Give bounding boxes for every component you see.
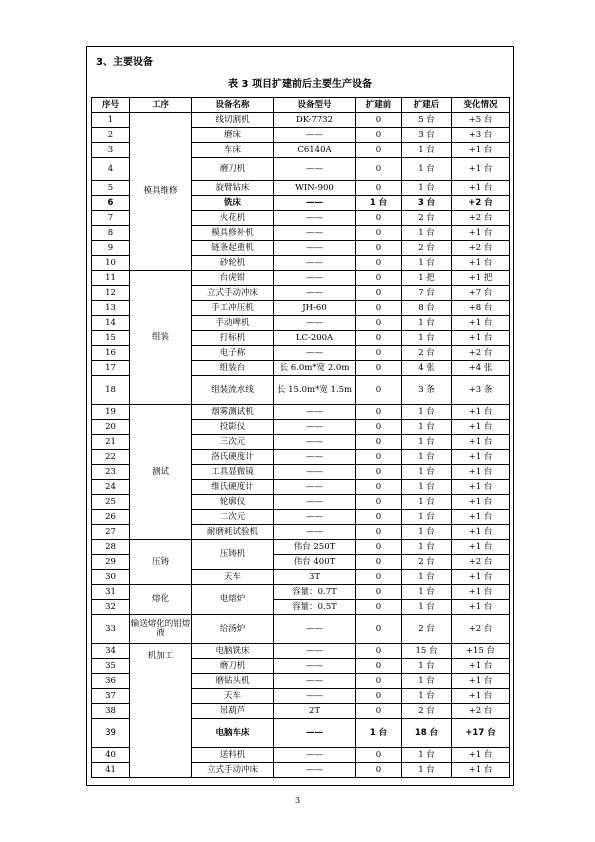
cell-model: —— [274, 659, 356, 674]
cell-name: 工具显微镜 [192, 465, 274, 480]
cell-change: +1 台 [452, 143, 510, 158]
cell-model: —— [274, 435, 356, 450]
cell-change: +1 台 [452, 763, 510, 778]
cell-process: 机加工 [130, 644, 192, 778]
cell-before: 1 台 [356, 719, 402, 748]
cell-change: +2 台 [452, 346, 510, 361]
cell-before: 0 [356, 465, 402, 480]
cell-name: 轮廓仪 [192, 495, 274, 510]
cell-no: 22 [92, 450, 130, 465]
cell-name: 二次元 [192, 510, 274, 525]
cell-model: 2T [274, 704, 356, 719]
cell-after: 1 台 [402, 659, 452, 674]
cell-name: 烟雾测试机 [192, 405, 274, 420]
cell-after: 3 台 [402, 196, 452, 211]
cell-no: 16 [92, 346, 130, 361]
cell-change: +1 台 [452, 659, 510, 674]
cell-no: 31 [92, 585, 130, 600]
cell-change: +1 台 [452, 674, 510, 689]
cell-after: 5 台 [402, 113, 452, 128]
cell-change: +1 台 [452, 316, 510, 331]
cell-after: 1 台 [402, 256, 452, 271]
cell-before: 0 [356, 286, 402, 301]
table-row [92, 113, 510, 128]
cell-no: 5 [92, 181, 130, 196]
cell-model: —— [274, 615, 356, 644]
cell-name: 磨刀机 [192, 659, 274, 674]
cell-before: 0 [356, 128, 402, 143]
cell-name: 送料机 [192, 748, 274, 763]
cell-before: 0 [356, 555, 402, 570]
cell-before: 0 [356, 346, 402, 361]
cell-after: 18 台 [402, 719, 452, 748]
cell-no: 17 [92, 361, 130, 376]
cell-no: 2 [92, 128, 130, 143]
cell-no: 1 [92, 113, 130, 128]
cell-change: +3 条 [452, 376, 510, 405]
cell-after: 1 台 [402, 465, 452, 480]
cell-no: 38 [92, 704, 130, 719]
cell-no: 34 [92, 644, 130, 659]
cell-model: C6140A [274, 143, 356, 158]
cell-no: 25 [92, 495, 130, 510]
cell-model: —— [274, 644, 356, 659]
cell-after: 1 台 [402, 226, 452, 241]
cell-before: 0 [356, 435, 402, 450]
cell-model: —— [274, 450, 356, 465]
cell-name: 电脑铣床 [192, 644, 274, 659]
cell-change: +5 台 [452, 113, 510, 128]
cell-model: —— [274, 420, 356, 435]
cell-change: +1 台 [452, 465, 510, 480]
cell-after: 1 台 [402, 763, 452, 778]
cell-name: 维氏硬度计 [192, 480, 274, 495]
cell-name: 手工冲压机 [192, 301, 274, 316]
cell-change: +15 台 [452, 644, 510, 659]
table-row [92, 540, 510, 555]
header-model: 设备型号 [274, 98, 356, 113]
cell-before: 0 [356, 615, 402, 644]
header-process: 工序 [130, 98, 192, 113]
cell-change: +3 台 [452, 128, 510, 143]
cell-model: —— [274, 128, 356, 143]
cell-change: +1 把 [452, 271, 510, 286]
cell-no: 29 [92, 555, 130, 570]
cell-after: 2 台 [402, 346, 452, 361]
cell-no: 39 [92, 719, 130, 748]
cell-no: 13 [92, 301, 130, 316]
cell-before: 0 [356, 659, 402, 674]
cell-after: 8 台 [402, 301, 452, 316]
cell-model: —— [274, 271, 356, 286]
cell-no: 26 [92, 510, 130, 525]
cell-after: 2 台 [402, 211, 452, 226]
cell-after: 1 台 [402, 495, 452, 510]
cell-model: —— [274, 689, 356, 704]
cell-change: +1 台 [452, 331, 510, 346]
cell-before: 0 [356, 570, 402, 585]
cell-model: —— [274, 495, 356, 510]
cell-no: 21 [92, 435, 130, 450]
cell-change: +1 台 [452, 600, 510, 615]
cell-before: 0 [356, 585, 402, 600]
cell-before: 0 [356, 143, 402, 158]
cell-change: +1 台 [452, 585, 510, 600]
cell-after: 1 台 [402, 570, 452, 585]
cell-after: 2 台 [402, 704, 452, 719]
cell-name: 磨钻头机 [192, 674, 274, 689]
cell-name: 手动啤机 [192, 316, 274, 331]
cell-name: 磨床 [192, 128, 274, 143]
table-row [92, 405, 510, 420]
cell-no: 3 [92, 143, 130, 158]
cell-model: LC-200A [274, 331, 356, 346]
cell-no: 30 [92, 570, 130, 585]
cell-model: —— [274, 719, 356, 748]
cell-name: 电熔炉 [192, 585, 274, 615]
cell-no: 32 [92, 600, 130, 615]
cell-model: —— [274, 465, 356, 480]
cell-after: 2 台 [402, 615, 452, 644]
cell-before: 0 [356, 256, 402, 271]
cell-after: 1 把 [402, 271, 452, 286]
cell-change: +1 台 [452, 256, 510, 271]
cell-change: +2 台 [452, 241, 510, 256]
cell-process: 压铸 [130, 540, 192, 585]
cell-name: 链条起重机 [192, 241, 274, 256]
cell-process: 输送熔化的铝熔液 [130, 615, 192, 644]
cell-before: 0 [356, 450, 402, 465]
table-row [92, 585, 510, 600]
cell-model: —— [274, 346, 356, 361]
cell-after: 1 台 [402, 420, 452, 435]
cell-after: 15 台 [402, 644, 452, 659]
cell-change: +2 台 [452, 196, 510, 211]
page-number: 3 [294, 796, 301, 805]
cell-name: 台虎钳 [192, 271, 274, 286]
cell-model: —— [274, 256, 356, 271]
cell-process: 组装 [130, 271, 192, 405]
cell-change: +1 台 [452, 450, 510, 465]
cell-change: +8 台 [452, 301, 510, 316]
cell-after: 1 台 [402, 331, 452, 346]
cell-model: —— [274, 748, 356, 763]
cell-before: 0 [356, 704, 402, 719]
cell-no: 11 [92, 271, 130, 286]
cell-before: 0 [356, 211, 402, 226]
cell-before: 0 [356, 301, 402, 316]
cell-no: 8 [92, 226, 130, 241]
cell-no: 20 [92, 420, 130, 435]
cell-change: +2 台 [452, 704, 510, 719]
cell-change: +1 台 [452, 480, 510, 495]
cell-after: 1 台 [402, 480, 452, 495]
cell-no: 14 [92, 316, 130, 331]
cell-after: 3 台 [402, 128, 452, 143]
cell-after: 1 台 [402, 689, 452, 704]
cell-model: —— [274, 316, 356, 331]
cell-no: 18 [92, 376, 130, 405]
cell-after: 1 台 [402, 405, 452, 420]
cell-no: 40 [92, 748, 130, 763]
cell-model: —— [274, 405, 356, 420]
cell-name: 组装台 [192, 361, 274, 376]
cell-before: 0 [356, 689, 402, 704]
cell-no: 23 [92, 465, 130, 480]
cell-no: 36 [92, 674, 130, 689]
cell-name: 立式手动冲床 [192, 763, 274, 778]
cell-name: 天车 [192, 689, 274, 704]
cell-model: —— [274, 211, 356, 226]
cell-model: 伟台 400T [274, 555, 356, 570]
cell-no: 15 [92, 331, 130, 346]
cell-before: 0 [356, 495, 402, 510]
cell-change: +1 台 [452, 510, 510, 525]
cell-name: 三次元 [192, 435, 274, 450]
header-no: 序号 [92, 98, 130, 113]
cell-name: 洛氏硬度计 [192, 450, 274, 465]
cell-before: 0 [356, 158, 402, 181]
cell-after: 3 条 [402, 376, 452, 405]
cell-before: 0 [356, 480, 402, 495]
cell-change: +17 台 [452, 719, 510, 748]
cell-after: 1 台 [402, 435, 452, 450]
cell-before: 1 台 [356, 196, 402, 211]
cell-after: 1 台 [402, 600, 452, 615]
cell-model: —— [274, 763, 356, 778]
cell-name: 磨刀机 [192, 158, 274, 181]
cell-model: —— [274, 158, 356, 181]
cell-before: 0 [356, 748, 402, 763]
cell-before: 0 [356, 540, 402, 555]
cell-after: 7 台 [402, 286, 452, 301]
cell-no: 9 [92, 241, 130, 256]
cell-model: —— [274, 480, 356, 495]
cell-name: 电脑车床 [192, 719, 274, 748]
cell-name: 吊葫芦 [192, 704, 274, 719]
cell-after: 1 台 [402, 158, 452, 181]
cell-model: —— [274, 286, 356, 301]
cell-change: +1 台 [452, 525, 510, 540]
cell-name: 耐磨耗试验机 [192, 525, 274, 540]
cell-change: +7 台 [452, 286, 510, 301]
cell-before: 0 [356, 361, 402, 376]
cell-model: 3T [274, 570, 356, 585]
cell-process: 测试 [130, 405, 192, 540]
header-after: 扩建后 [402, 98, 452, 113]
cell-after: 1 台 [402, 510, 452, 525]
cell-after: 2 台 [402, 241, 452, 256]
cell-model: —— [274, 674, 356, 689]
cell-change: +1 台 [452, 181, 510, 196]
cell-change: +1 台 [452, 570, 510, 585]
cell-model: —— [274, 226, 356, 241]
cell-name: 电子称 [192, 346, 274, 361]
cell-model: WIN-900 [274, 181, 356, 196]
cell-change: +1 台 [452, 540, 510, 555]
cell-name: 砂轮机 [192, 256, 274, 271]
cell-name: 火花机 [192, 211, 274, 226]
cell-before: 0 [356, 181, 402, 196]
table-row [92, 615, 510, 644]
cell-before: 0 [356, 763, 402, 778]
cell-no: 27 [92, 525, 130, 540]
cell-before: 0 [356, 420, 402, 435]
cell-no: 41 [92, 763, 130, 778]
cell-no: 28 [92, 540, 130, 555]
cell-change: +1 台 [452, 495, 510, 510]
cell-after: 1 台 [402, 674, 452, 689]
cell-before: 0 [356, 376, 402, 405]
cell-no: 10 [92, 256, 130, 271]
cell-after: 1 台 [402, 540, 452, 555]
cell-model: 伟台 250T [274, 540, 356, 555]
cell-name: 线切割机 [192, 113, 274, 128]
cell-name: 天车 [192, 570, 274, 585]
table-row [92, 644, 510, 659]
cell-no: 7 [92, 211, 130, 226]
cell-model: —— [274, 196, 356, 211]
cell-after: 2 台 [402, 555, 452, 570]
cell-change: +1 台 [452, 420, 510, 435]
cell-model: —— [274, 241, 356, 256]
cell-change: +1 台 [452, 405, 510, 420]
cell-model: DK-7732 [274, 113, 356, 128]
cell-before: 0 [356, 525, 402, 540]
cell-change: +2 台 [452, 211, 510, 226]
cell-before: 0 [356, 241, 402, 256]
cell-before: 0 [356, 331, 402, 346]
cell-before: 0 [356, 113, 402, 128]
cell-change: +1 台 [452, 158, 510, 181]
cell-no: 37 [92, 689, 130, 704]
cell-before: 0 [356, 674, 402, 689]
cell-name: 压铸机 [192, 540, 274, 570]
cell-model: JH-60 [274, 301, 356, 316]
header-change: 变化情况 [452, 98, 510, 113]
section-title: 3、主要设备 [96, 57, 153, 68]
cell-no: 6 [92, 196, 130, 211]
cell-after: 1 台 [402, 181, 452, 196]
table-header-row [92, 98, 510, 113]
cell-name: 组装流水线 [192, 376, 274, 405]
cell-no: 4 [92, 158, 130, 181]
cell-change: +2 台 [452, 555, 510, 570]
table-row [92, 271, 510, 286]
cell-no: 12 [92, 286, 130, 301]
cell-model: 容量：0.7T [274, 585, 356, 600]
cell-change: +2 台 [452, 615, 510, 644]
cell-before: 0 [356, 271, 402, 286]
cell-name: 车床 [192, 143, 274, 158]
cell-before: 0 [356, 226, 402, 241]
cell-process: 模具维修 [130, 113, 192, 271]
cell-name: 旋臂钻床 [192, 181, 274, 196]
cell-after: 1 台 [402, 316, 452, 331]
cell-model: —— [274, 510, 356, 525]
cell-before: 0 [356, 316, 402, 331]
cell-before: 0 [356, 405, 402, 420]
cell-change: +1 台 [452, 226, 510, 241]
cell-name: 铣床 [192, 196, 274, 211]
cell-no: 19 [92, 405, 130, 420]
cell-name: 立式手动冲床 [192, 286, 274, 301]
cell-before: 0 [356, 644, 402, 659]
cell-change: +1 台 [452, 748, 510, 763]
cell-no: 33 [92, 615, 130, 644]
cell-name: 投影仪 [192, 420, 274, 435]
cell-before: 0 [356, 600, 402, 615]
cell-after: 1 台 [402, 143, 452, 158]
cell-model: 长 15.0m*宽 1.5m [274, 376, 356, 405]
cell-no: 35 [92, 659, 130, 674]
cell-change: +4 张 [452, 361, 510, 376]
cell-after: 1 台 [402, 450, 452, 465]
cell-after: 1 台 [402, 525, 452, 540]
cell-change: +1 台 [452, 435, 510, 450]
cell-change: +1 台 [452, 689, 510, 704]
equipment-table [91, 97, 510, 778]
cell-after: 4 张 [402, 361, 452, 376]
header-name: 设备名称 [192, 98, 274, 113]
table-caption: 表 3 项目扩建前后主要生产设备 [228, 79, 372, 90]
cell-name: 模具修补机 [192, 226, 274, 241]
cell-name: 打标机 [192, 331, 274, 346]
cell-model: 长 6.0m*宽 2.0m [274, 361, 356, 376]
cell-name: 给汤炉 [192, 615, 274, 644]
cell-model: —— [274, 525, 356, 540]
cell-after: 1 台 [402, 748, 452, 763]
header-before: 扩建前 [356, 98, 402, 113]
cell-model: 容量：0.5T [274, 600, 356, 615]
cell-no: 24 [92, 480, 130, 495]
cell-process: 熔化 [130, 585, 192, 615]
cell-before: 0 [356, 510, 402, 525]
cell-after: 1 台 [402, 585, 452, 600]
